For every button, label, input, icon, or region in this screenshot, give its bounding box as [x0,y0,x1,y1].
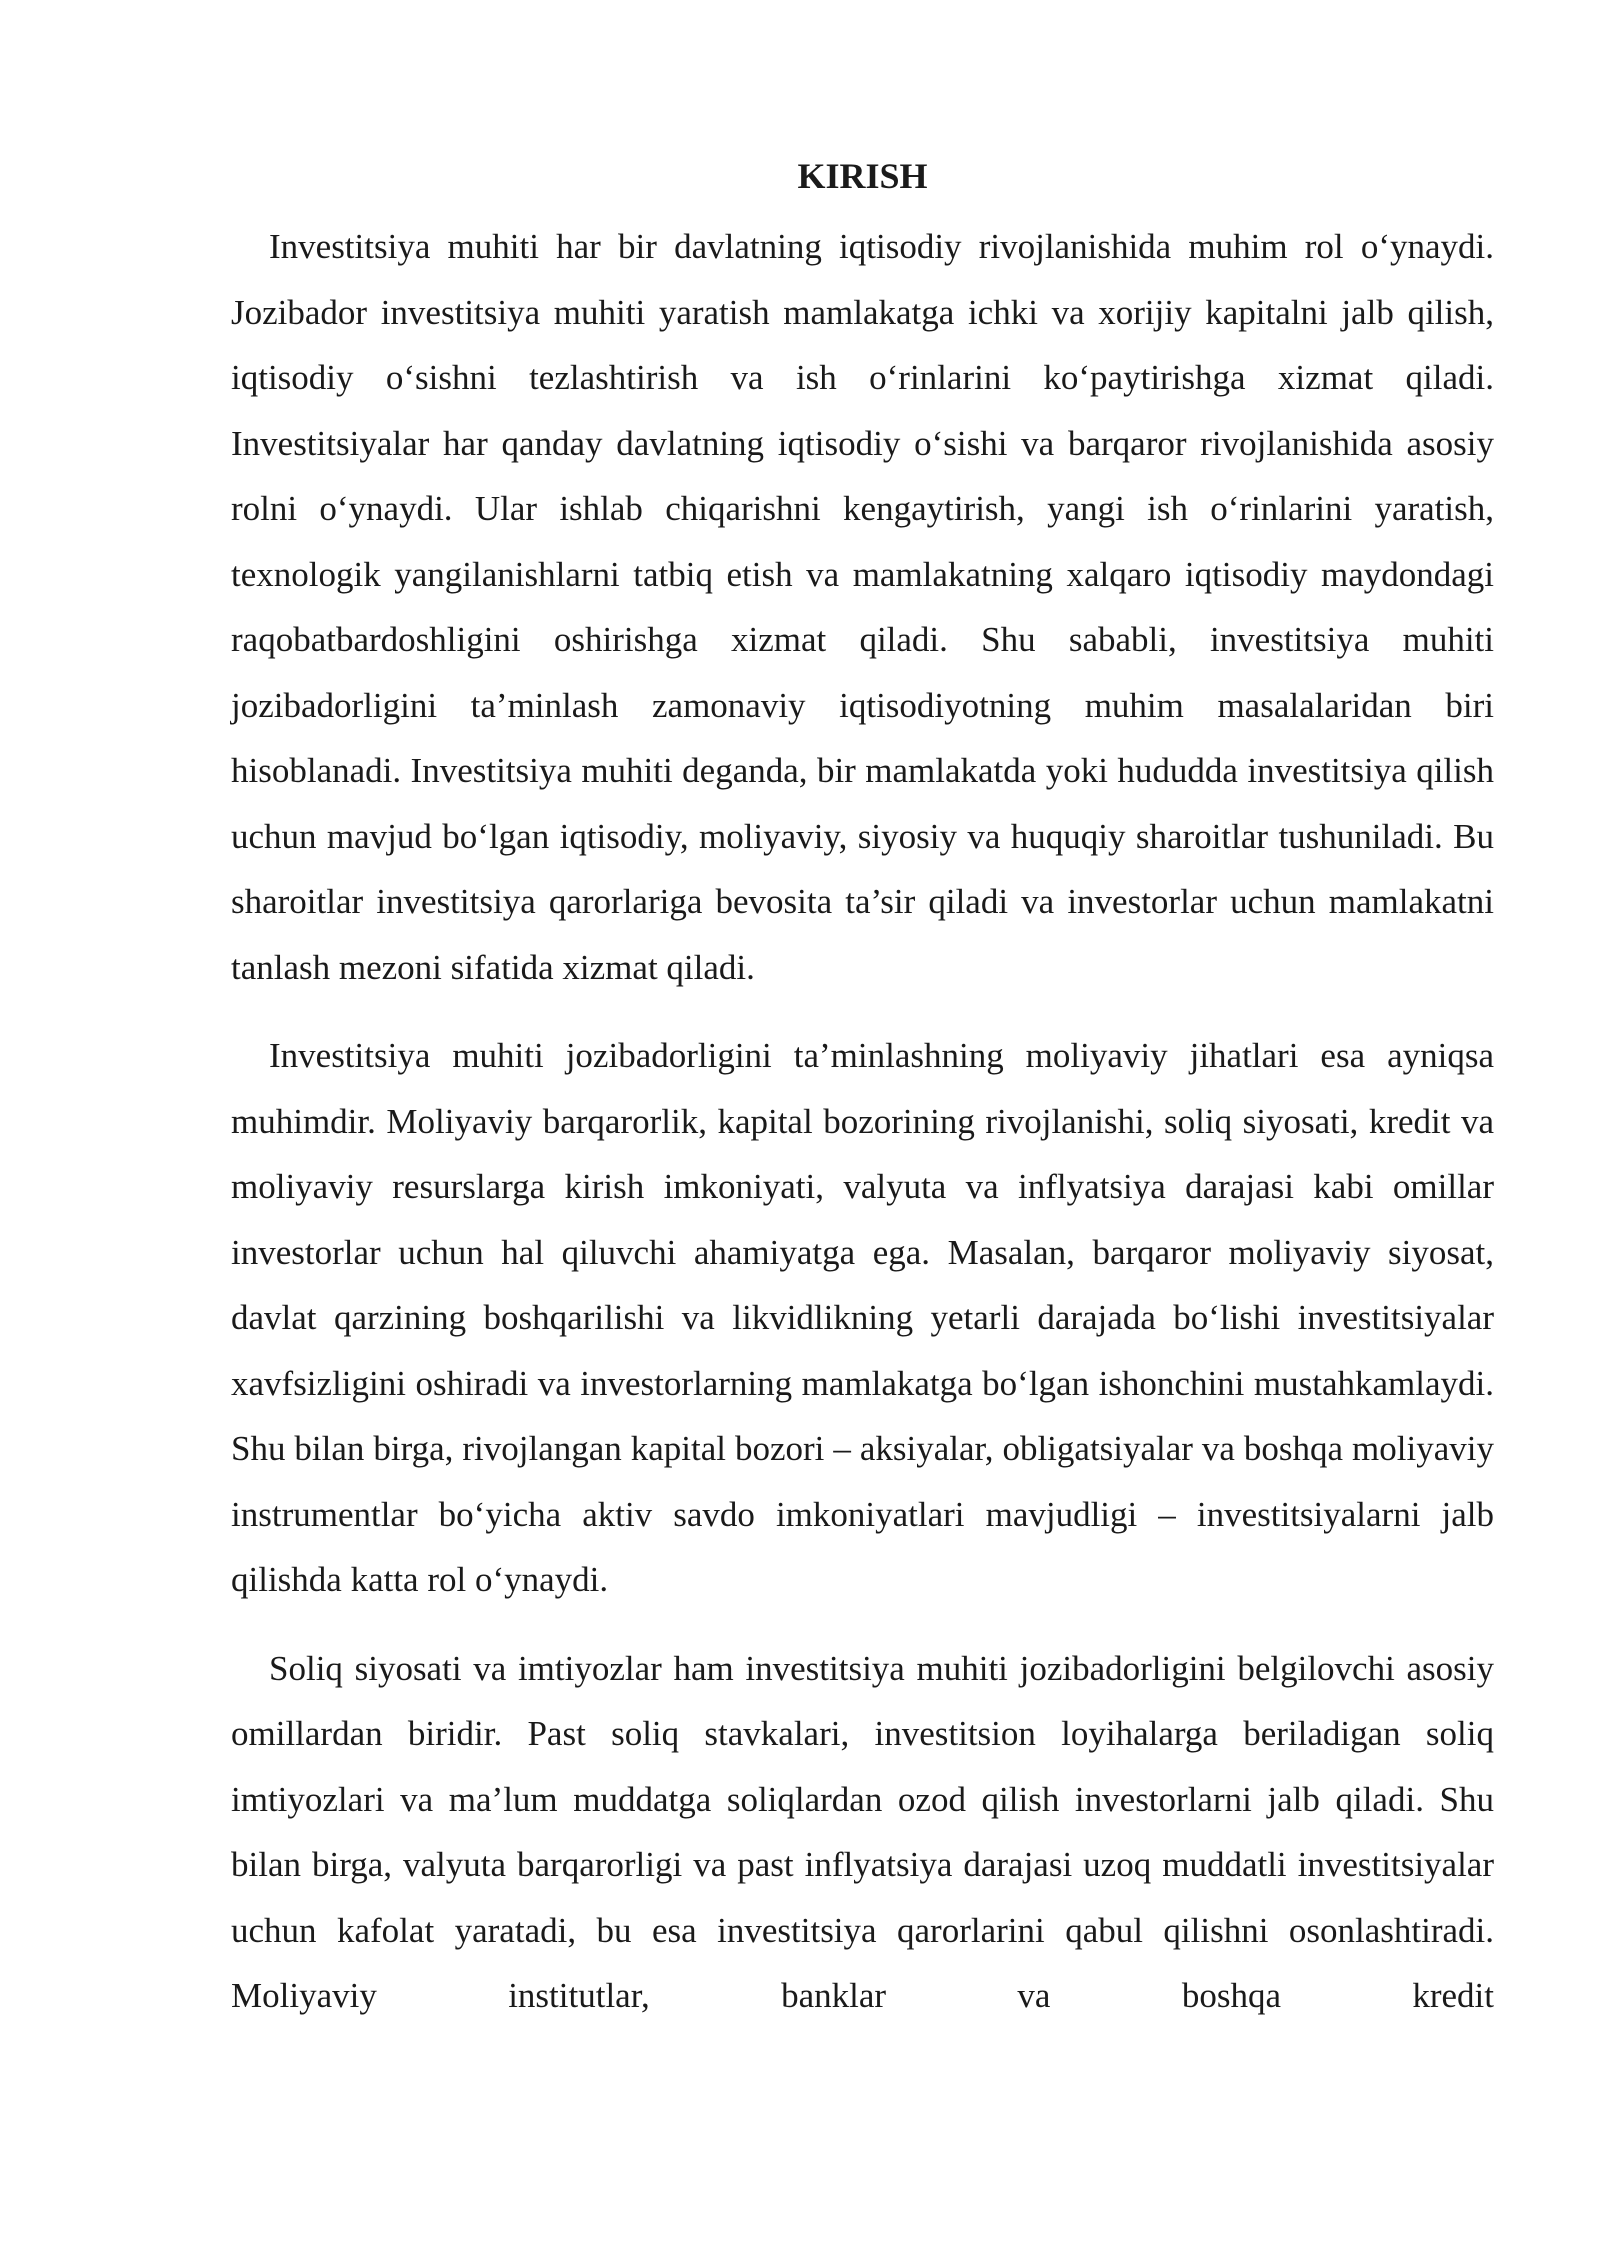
paragraph-2: Investitsiya muhiti jozibadorligini ta’minlashning moliyaviy jihatlari esa ayniqsa muhimdir. Moliyaviy barqarorlik, kapital bozorining rivojlanishi, soliq siyosati, kredit va moliyaviy resurslarga kirish imkoniyati, valyuta va inflyatsiya darajasi kabi omillar investorlar uchun hal qiluvchi ahamiyatga ega. Masalan, barqaror moliyaviy siyosat, davlat qarzining boshqarilishi va likvidlikning yetarli darajada bo‘lishi investitsiyalar xavfsizligini oshiradi va investorlarning mamlakatga bo‘lgan ishonchini mustahkamlaydi. Shu bilan birga, rivojlangan kapital bozori – aksiyalar, obligatsiyalar va boshqa moliyaviy instrumentlar bo‘yicha aktiv savdo imkoniyatlari mavjudligi – investitsiyalarni jalb qilishda katta rol o‘ynaydi. [231,1036,1494,1599]
paragraph-1: Investitsiya muhiti har bir davlatning iqtisodiy rivojlanishida muhim rol o‘ynaydi. Jozibador investitsiya muhiti yaratish mamlakatga ichki va xorijiy kapitalni jalb qilish, iqtisodiy o‘sishni tezlashtirish va ish o‘rinlarini ko‘paytirishga xizmat qiladi. Investitsiyalar har qanday davlatning iqtisodiy o‘sishi va barqaror rivojlanishida asosiy rolni o‘ynaydi. Ular ishlab chiqarishni kengaytirish, yangi ish o‘rinlarini yaratish, texnologik yangilanishlarni tatbiq etish va mamlakatning xalqaro iqtisodiy maydondagi raqobatbardoshligini oshirishga xizmat qiladi. Shu sababli, investitsiya muhiti jozibadorligini ta’minlash zamonaviy iqtisodiyotning muhim masalalaridan biri hisoblanadi. Investitsiya muhiti deganda, bir mamlakatda yoki hududda investitsiya qilish uchun mavjud bo‘lgan iqtisodiy, moliyaviy, siyosiy va huquqiy sharoitlar tushuniladi. Bu sharoitlar investitsiya qarorlariga bevosita ta’sir qiladi va investorlar uchun mamlakatni tanlash mezoni sifatida xizmat qiladi. [231,227,1494,987]
document-title: KIRISH [797,156,928,196]
paragraph-3: Soliq siyosati va imtiyozlar ham investitsiya muhiti jozibadorligini belgilovchi asosiy omillardan biridir. Past soliq stavkalari, investitsion loyihalarga beriladigan soliq imtiyozlari va ma’lum muddatga soliqlardan ozod qilish investorlarni jalb qiladi. Shu bilan birga, valyuta barqarorligi va past inflyatsiya darajasi uzoq muddatli investitsiyalar uchun kafolat yaratadi, bu esa investitsiya qarorlarini qabul qilishni osonlashtiradi. Moliyaviy institutlar, banklar va boshqa kredit [231,1648,1494,2015]
document-body [231,150,1494,2029]
